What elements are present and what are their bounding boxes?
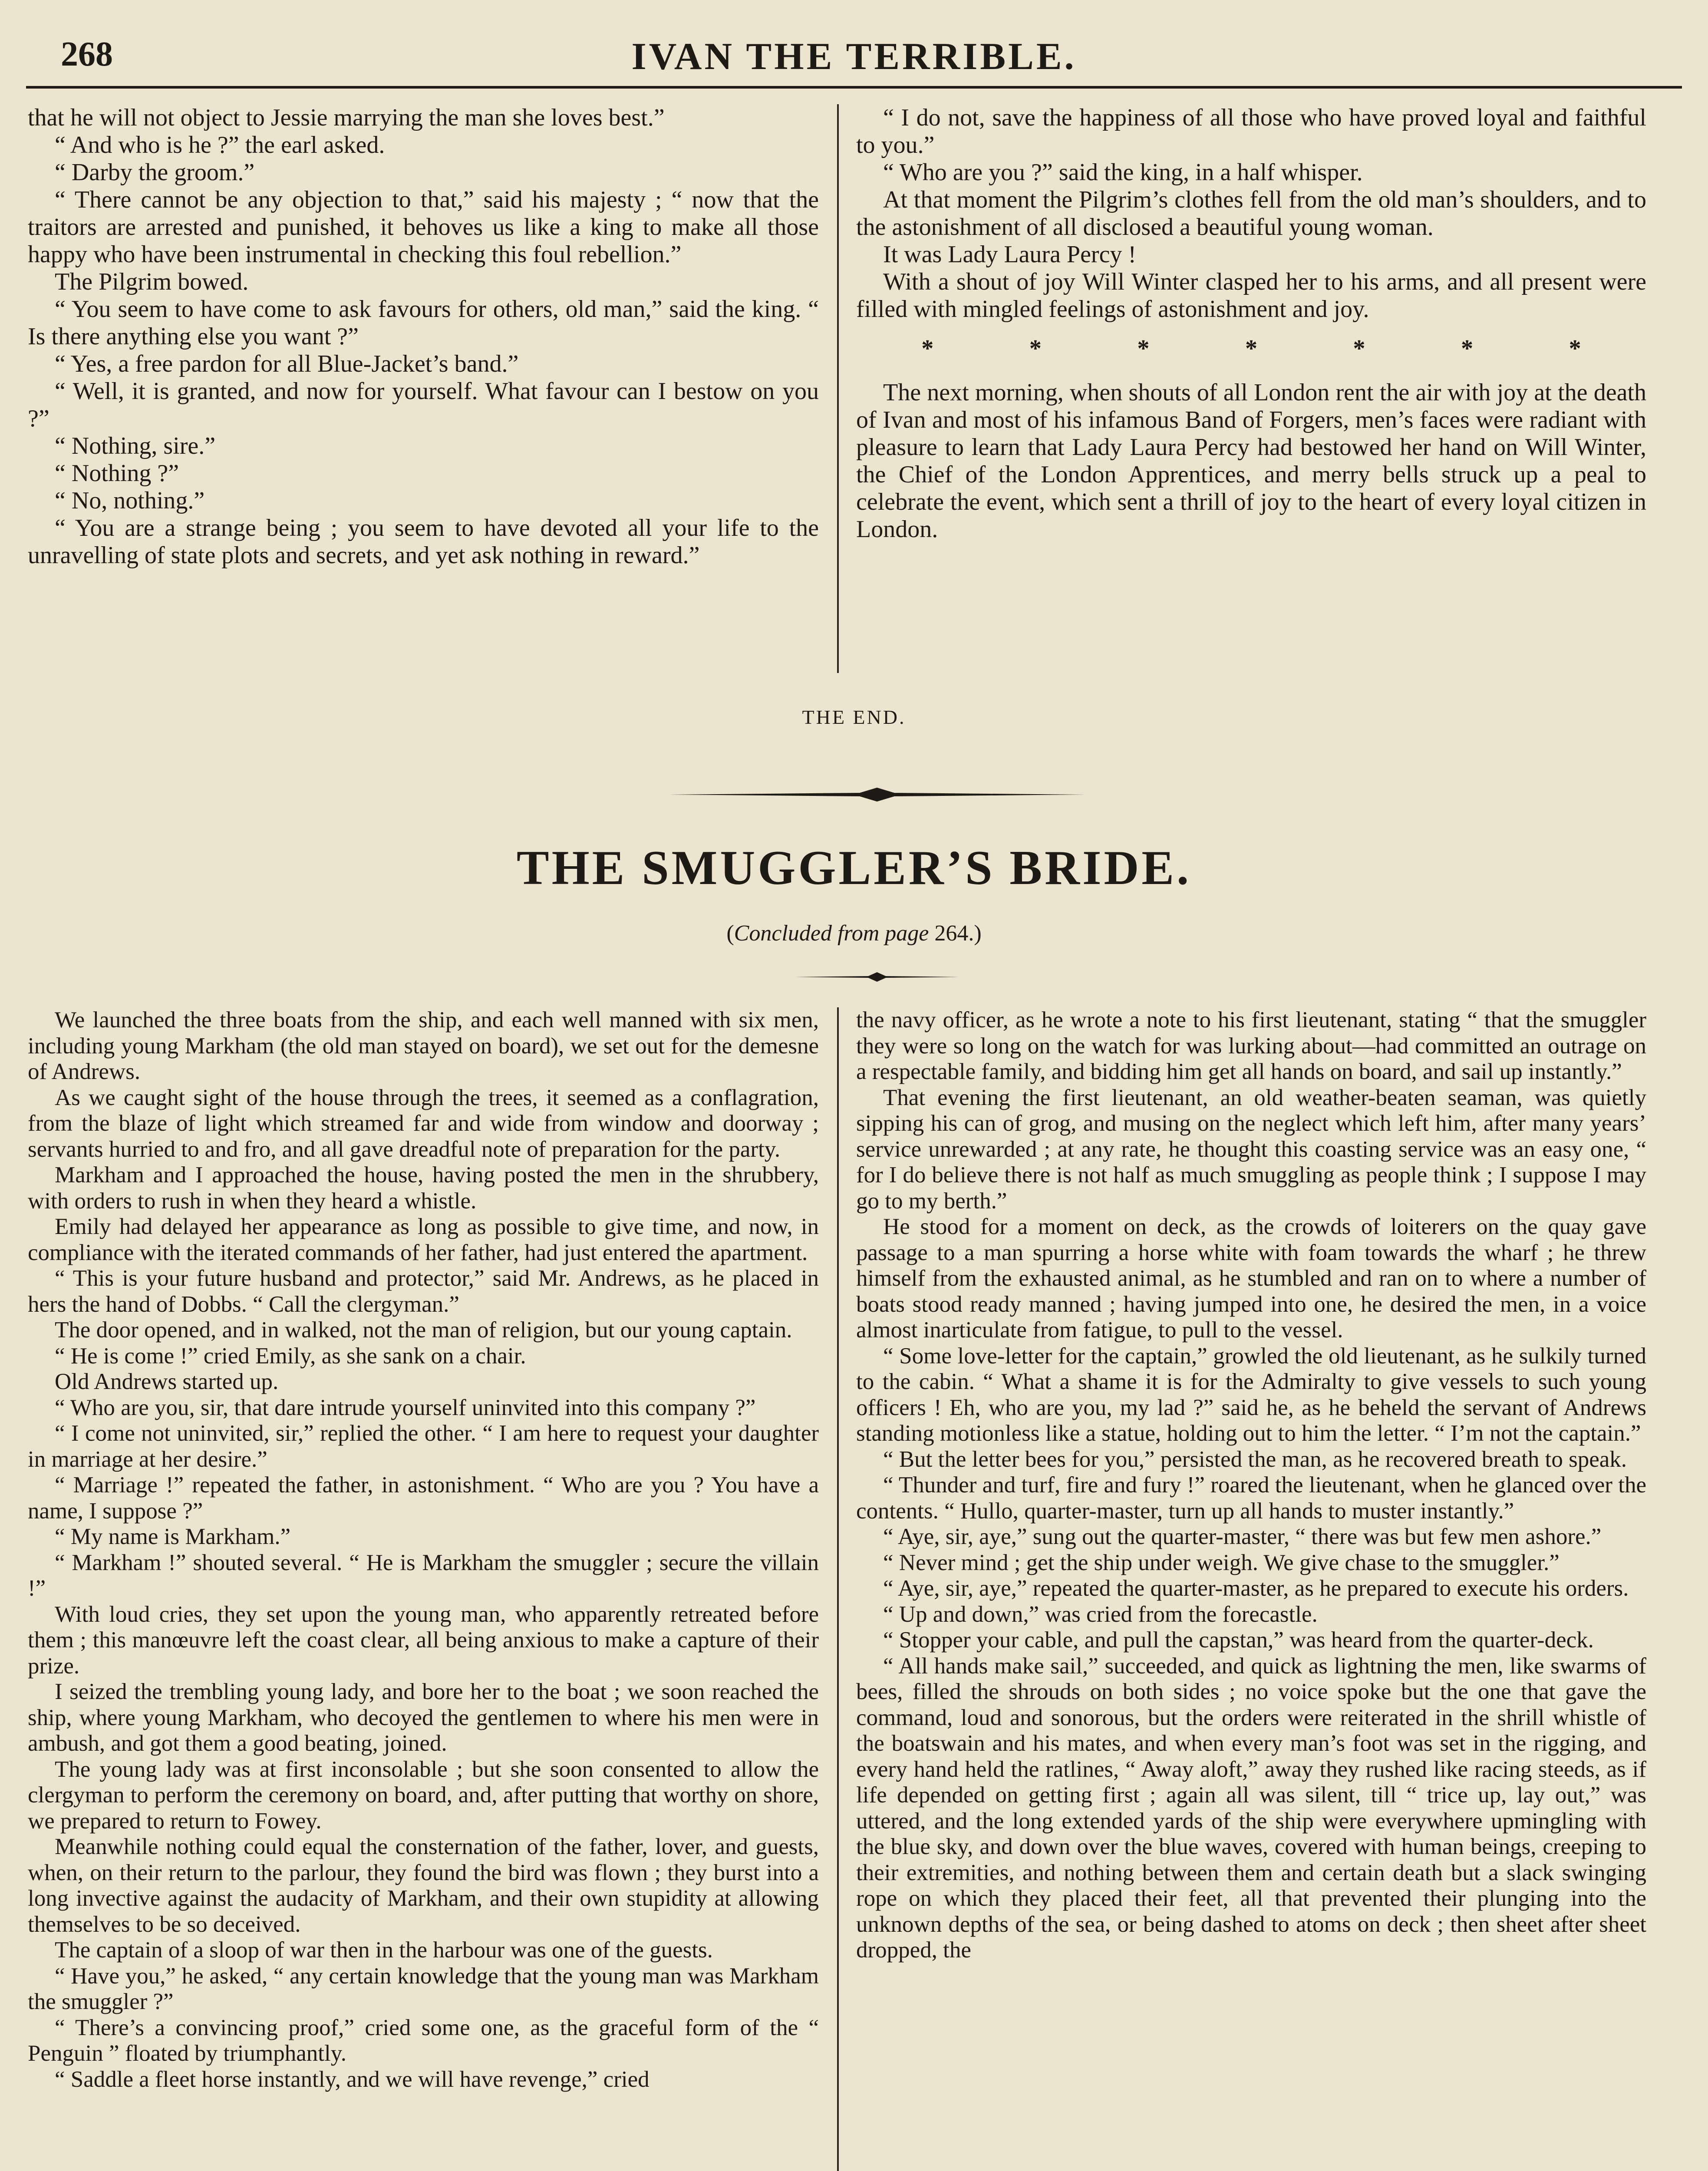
paragraph: That evening the first lieutenant, an old weather-beaten seaman, was quietly sipping his can of grog, and musing on the neglect which left him, after many years’ service unrewarded ; at any rate, he thought this coasting service was an easy one, “ for I do believe there is not half as much smuggling as people think ; I suppose I may go to my berth.”	[856, 1085, 1646, 1214]
paragraph: “ Yes, a free pardon for all Blue-Jacket’s band.”	[55, 350, 519, 377]
column-divider	[837, 104, 839, 673]
paragraph: “ All hands make sail,” succeeded, and quick as lightning the men, like swarms of bees, filled the shrouds on both sides ; no voice spoke but the one that gave the command, loud and sonorous, but the orders were reiterated in the shrill whistle of the boatswain and his mates, and when every man’s foot was set in the rigging, and every hand held the ratlines, “ Away aloft,” away they rushed like racing steeds, as if life depended on getting first ; again all was silent, till “ trice up, lay out,” was uttered, and the long extended yards of the ship were everywhere upmingling with the blue sky, and down over the blue waves, covered with human beings, creeping to their extremities, and nothing between them and certain death but a slack swinging rope on which they placed their feet, all that prevented their plunging into the unknown depths of the sea, or being dashed to atoms on deck ; then sheet after sheet dropped, the	[856, 1653, 1646, 1963]
paragraph: “ Nothing ?”	[55, 460, 179, 487]
paragraph: The Pilgrim bowed.	[55, 268, 249, 295]
story-right-column	[856, 1007, 1646, 1963]
paragraph: “ Stopper your cable, and pull the capstan,” was heard from the quarter-deck.	[883, 1627, 1594, 1653]
paragraph: the navy officer, as he wrote a note to his first lieutenant, stating “ that the smuggler they were so long on the watch for was lurking about—had committed an outrage on a respectable family, and bidding him get all hands on board, and sail up instantly.”	[856, 1007, 1646, 1084]
paragraph: “ Marriage !” repeated the father, in astonishment. “ Who are you ? You have a name, I suppose ?”	[28, 1472, 819, 1524]
paragraph: “ Have you,” he asked, “ any certain knowledge that the young man was Markham the smuggler ?”	[28, 1963, 819, 2014]
paragraph: Old Andrews started up.	[55, 1369, 279, 1394]
running-head	[26, 35, 1682, 82]
paragraph: “ Nothing, sire.”	[55, 432, 216, 459]
paragraph: The young lady was at first inconsolable ; but she soon consented to allow the clergyman to perform the ceremony on board, and, after putting that worthy on shore, we prepared to return to Fowey.	[28, 1756, 819, 1834]
concluded-note: (Concluded from page 264.)	[726, 921, 982, 946]
section-stars	[856, 323, 1646, 379]
ornamental-divider	[795, 970, 960, 983]
story-title: THE SMUGGLER’S BRIDE.	[516, 841, 1192, 895]
paragraph: Meanwhile nothing could equal the consternation of the father, lover, and guests, when, on their return to the parlour, they found the bird was flown ; they burst into a long invective against the audacity of Markham, and their own stupidity at allowing themselves to be so deceived.	[28, 1834, 819, 1937]
page-number: 268	[61, 35, 113, 73]
star-mark: *	[921, 335, 934, 362]
paragraph: “ Saddle a fleet horse instantly, and we will have revenge,” cried	[55, 2066, 650, 2092]
paragraph: The captain of a sloop of war then in the harbour was one of the guests.	[55, 1937, 713, 1963]
paragraph: With a shout of joy Will Winter clasped her to his arms, and all present were filled with mingled feelings of astonishment and joy.	[856, 268, 1646, 323]
paragraph: “ Never mind ; get the ship under weigh. We give chase to the smuggler.”	[883, 1550, 1560, 1575]
paragraph: The door opened, and in walked, not the man of religion, but our young captain.	[55, 1317, 792, 1343]
paragraph: “ I do not, save the happiness of all those who have proved loyal and faithful to you.”	[856, 104, 1646, 158]
paragraph: “ You are a strange being ; you seem to have devoted all your life to the unravelling of state plots and secrets, and yet ask nothing in reward.”	[28, 515, 819, 569]
header-rule	[26, 86, 1682, 89]
paragraph: “ There cannot be any objection to that,” said his majesty ; “ now that the traitors are arrested and punished, it behoves us like a king to make all those happy who have been instrumental in checking this foul rebellion.”	[28, 186, 819, 268]
story-left-column	[28, 1007, 819, 2092]
paragraph: It was Lady Laura Percy !	[883, 241, 1137, 268]
paragraph: “ I come not uninvited, sir,” replied the other. “ I am here to request your daughter in marriage at her desire.”	[28, 1421, 819, 1472]
paragraph: “ But the letter bees for you,” persisted the man, as he recovered breath to speak.	[883, 1446, 1627, 1472]
paragraph: “ He is come !” cried Emily, as she sank on a chair.	[55, 1343, 526, 1369]
paragraph: “ Who are you ?” said the king, in a half whisper.	[883, 159, 1363, 186]
star-mark: *	[1569, 335, 1581, 362]
ivan-right-column	[856, 104, 1646, 543]
ornamental-rule	[669, 786, 1085, 803]
paragraph: “ My name is Markham.”	[55, 1524, 291, 1549]
paragraph: The next morning, when shouts of all London rent the air with joy at the death of Ivan and most of his infamous Band of Forgers, men’s faces were radiant with pleasure to learn that Lady Laura Percy had bestowed her hand on Will Winter, the Chief of the London Apprentices, and merry bells struck up a peal to celebrate the event, which sent a thrill of joy to the heart of every loyal citizen in London.	[856, 379, 1646, 543]
paragraph: “ Well, it is granted, and now for yourself. What favour can I bestow on you ?”	[28, 378, 819, 432]
paragraph: I seized the trembling young lady, and bore her to the boat ; we soon reached the ship, where young Markham, who decoyed the gentlemen to where his men were in ambush, and got them a good beating, joined.	[28, 1679, 819, 1756]
paragraph: “ Who are you, sir, that dare intrude yourself uninvited into this company ?”	[55, 1395, 756, 1420]
paragraph: “ Markham !” shouted several. “ He is Markham the smuggler ; secure the villain !”	[28, 1550, 819, 1601]
paragraph: Emily had delayed her appearance as long as possible to give time, and now, in compliance with the iterated commands of her father, had just entered the apartment.	[28, 1214, 819, 1265]
the-end: THE END.	[802, 706, 906, 728]
concluded-note-text: Concluded from page	[734, 921, 929, 946]
paragraph: “ There’s a convincing proof,” cried some one, as the graceful form of the “ Penguin ” floated by triumphantly.	[28, 2015, 819, 2066]
paragraph: “ No, nothing.”	[55, 487, 205, 514]
paragraph: “ Aye, sir, aye,” sung out the quarter-master, “ there was but few men ashore.”	[883, 1524, 1602, 1549]
column-divider	[837, 1007, 839, 2171]
paragraph: “ And who is he ?” the earl asked.	[55, 132, 385, 158]
paragraph: “ You seem to have come to ask favours for others, old man,” said the king. “ Is there anything else you want ?”	[28, 296, 819, 350]
paragraph: We launched the three boats from the ship, and each well manned with six men, including young Markham (the old man stayed on board), we set out for the demesne of Andrews.	[28, 1007, 819, 1084]
star-mark: *	[1353, 335, 1365, 362]
paragraph: “ Up and down,” was cried from the forecastle.	[883, 1601, 1318, 1627]
running-title: IVAN THE TERRIBLE.	[631, 36, 1077, 78]
star-mark: *	[1137, 335, 1150, 362]
paragraph: “ Darby the groom.”	[55, 159, 255, 186]
star-mark: *	[1029, 335, 1042, 362]
paragraph: With loud cries, they set upon the young man, who apparently retreated before them ; this manœuvre left the coast clear, all being anxious to make a capture of their prize.	[28, 1601, 819, 1679]
paragraph: that he will not object to Jessie marrying the man she loves best.”	[28, 104, 665, 131]
paragraph: Markham and I approached the house, having posted the men in the shrubbery, with orders to rush in when they heard a whistle.	[28, 1162, 819, 1214]
paragraph: “ Some love-letter for the captain,” growled the old lieutenant, as he sulkily turned to the cabin. “ What a shame it is for the Admiralty to give vessels to such young officers ! Eh, who are you, my lad ?” said he, as he beheld the servant of Andrews standing motionless like a statue, holding out to him the letter. “ I’m not the captain.”	[856, 1343, 1646, 1446]
concluded-page: 264	[934, 921, 969, 946]
paragraph: “ Thunder and turf, fire and fury !” roared the lieutenant, when he glanced over the contents. “ Hullo, quarter-master, turn up all hands to muster instantly.”	[856, 1472, 1646, 1524]
ivan-left-column	[28, 104, 819, 569]
paragraph: As we caught sight of the house through the trees, it seemed as a conflagration, from the blaze of light which streamed far and wide from window and doorway ; servants hurried to and fro, and all gave dreadful note of preparation for the party.	[28, 1085, 819, 1162]
paragraph: “ This is your future husband and protector,” said Mr. Andrews, as he placed in hers the hand of Dobbs. “ Call the clergyman.”	[28, 1266, 819, 1317]
paragraph: “ Aye, sir, aye,” repeated the quarter-master, as he prepared to execute his orders.	[883, 1576, 1629, 1601]
paragraph: He stood for a moment on deck, as the crowds of loiterers on the quay gave passage to a man spurring a horse white with foam towards the wharf ; he threw himself from the exhausted animal, as he stumbled and ran on to where a number of boats stood ready manned ; having jumped into one, he desired the men, in a voice almost inarticulate from fatigue, to pull to the vessel.	[856, 1214, 1646, 1343]
star-mark: *	[1245, 335, 1257, 362]
paragraph: At that moment the Pilgrim’s clothes fell from the old man’s shoulders, and to the astonishment of all disclosed a beautiful young woman.	[856, 186, 1646, 241]
star-mark: *	[1461, 335, 1474, 362]
